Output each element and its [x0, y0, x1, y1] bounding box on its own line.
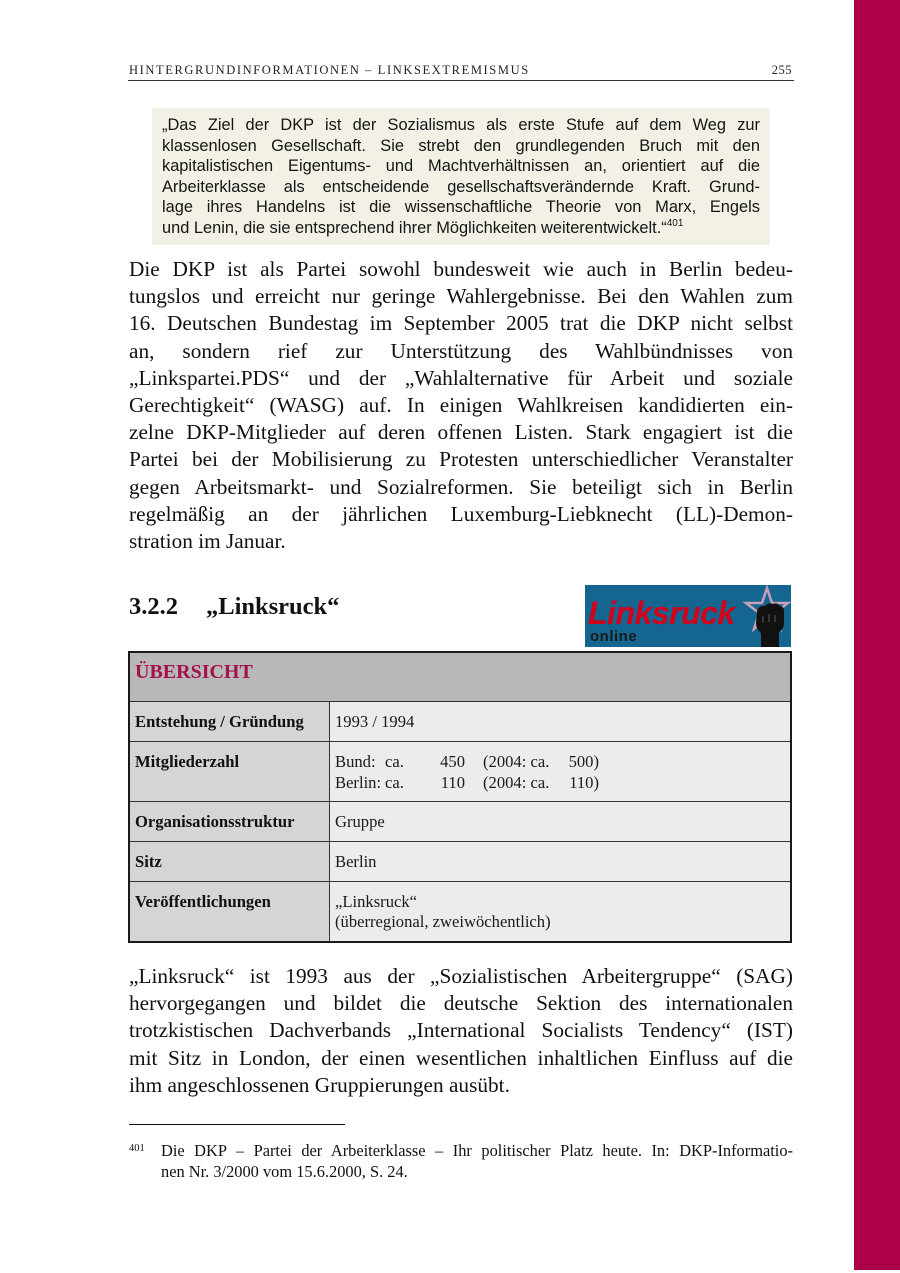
quote-line: kapitalistischen Eigentums- und Machtverhältnissen an, orientiert auf die	[162, 157, 760, 176]
paragraph-line: 16. Deutschen Bundestag im September 2005 trat die DKP nicht selbst	[129, 311, 793, 336]
chapter-color-bar	[854, 0, 900, 1270]
quote-line-text: und Lenin, die sie entsprechend ihrer Möglichkeiten weiterentwickelt.“	[162, 218, 667, 237]
row-label: Organisationsstruktur	[129, 802, 330, 842]
members-prev-label: (2004: ca.	[483, 752, 550, 771]
linksruck-logo	[585, 585, 791, 647]
paragraph-line: gegen Arbeitsmarkt- und Sozialreformen. Sie beteiligt sich in Berlin	[129, 474, 793, 499]
footnote-number: 401	[129, 1143, 145, 1154]
footnote-line: Die DKP – Partei der Arbeiterklasse – Ihr politischer Platz heute. In: DKP-Informatio-	[161, 1141, 793, 1160]
footnote-text	[161, 1141, 793, 1182]
quote-line: „Das Ziel der DKP ist der Sozialismus als erste Stufe auf dem Weg zur	[162, 116, 760, 134]
paragraph-line: mit Sitz in London, der einen wesentlichen inhaltlichen Einfluss auf die	[129, 1045, 793, 1070]
members-approx: ca.	[385, 772, 404, 792]
members-count: 110	[440, 772, 465, 792]
members-prev-label: (2004: ca.	[483, 772, 550, 792]
paragraph-line: Die DKP ist als Partei sowohl bundesweit wie auch in Berlin bedeu-	[129, 257, 793, 281]
section-title: „Linksruck“	[206, 593, 340, 620]
row-value: 1993 / 1994	[330, 702, 792, 742]
logo-subtitle: online	[590, 628, 638, 645]
section-number: 3.2.2	[129, 593, 178, 620]
logo-wordmark: Linksruck	[588, 595, 735, 631]
publication-detail: (überregional, zweiwöchentlich)	[335, 912, 551, 931]
quote-line: lage ihres Handelns ist die wissenschaftliche Theorie von Marx, Engels	[162, 198, 760, 217]
row-label: Veröffentlichungen	[129, 882, 330, 942]
table-row	[129, 842, 791, 882]
members-value	[330, 742, 792, 802]
footnote-reference[interactable]: 401	[666, 217, 684, 229]
footnote-divider	[129, 1124, 345, 1125]
publication-name: „Linksruck“	[335, 892, 418, 911]
fist-star-icon	[733, 585, 791, 647]
members-approx: ca.	[385, 752, 404, 771]
paragraph-line: trotzkistischen Dachverbands „International Socialists Tendency“ (IST)	[129, 1018, 793, 1043]
members-grid	[335, 752, 785, 793]
row-value: Berlin	[330, 842, 792, 882]
members-scope: Berlin:	[335, 772, 382, 792]
row-label: Entstehung / Gründung	[129, 702, 330, 742]
row-value	[330, 882, 792, 942]
quote-line: Arbeiterklasse als entscheidende gesellschaftsverändernde Kraft. Grund-	[162, 177, 760, 196]
running-header-title: HINTERGRUNDINFORMATIONEN – LINKSEXTREMISMUS	[129, 63, 530, 77]
paragraph-line: hervorgegangen und bildet die deutsche Sektion des internationalen	[129, 991, 793, 1016]
paragraph-line: Partei bei der Mobilisierung zu Protesten unterschiedlicher Veranstalter	[129, 447, 793, 472]
table-row	[129, 882, 791, 942]
members-prev-count: 500)	[568, 752, 599, 771]
paragraph-line: stration im Januar.	[129, 529, 286, 554]
table-row	[129, 702, 791, 742]
running-header	[128, 62, 794, 81]
paragraph-line: „Linkspartei.PDS“ und der „Wahlalternative für Arbeit und soziale	[129, 365, 793, 390]
quote-line-last	[162, 218, 760, 239]
paragraph-line: zelne DKP-Mitglieder auf deren offenen Listen. Stark engagiert ist die	[129, 420, 793, 445]
page-number: 255	[771, 63, 792, 77]
paragraph-dkp	[129, 256, 793, 555]
paragraph-line: regelmäßig an der jährlichen Luxemburg-Liebknecht (LL)-Demon-	[129, 501, 793, 526]
footnote-line: nen Nr. 3/2000 vom 15.6.2000, S. 24.	[161, 1161, 408, 1181]
paragraph-line: tungslos und erreicht nur geringe Wahlergebnisse. Bei den Wahlen zum	[129, 284, 793, 309]
paragraph-line: Gerechtigkeit“ (WASG) auf. In einigen Wahlkreisen kandidierten ein-	[129, 393, 793, 418]
paragraph-line: „Linksruck“ ist 1993 aus der „Sozialistischen Arbeitergruppe“ (SAG)	[129, 964, 793, 988]
members-scope: Bund:	[335, 752, 376, 771]
footnote	[129, 1141, 793, 1182]
overview-heading: ÜBERSICHT	[129, 652, 791, 702]
paragraph-line: an, sondern rief zur Unterstützung des Wahlbündnisses von	[129, 338, 793, 363]
quote-box	[152, 108, 770, 245]
paragraph-linksruck	[129, 963, 793, 1099]
table-row	[129, 742, 791, 802]
overview-table	[128, 651, 792, 943]
table-row	[129, 802, 791, 842]
paragraph-line: ihm angeschlossenen Gruppierungen ausübt.	[129, 1072, 510, 1097]
members-prev-count: 110)	[569, 772, 599, 792]
members-count: 450	[440, 752, 465, 771]
row-value: Gruppe	[330, 802, 792, 842]
row-label: Mitgliederzahl	[129, 742, 330, 802]
section-heading	[129, 593, 339, 621]
quote-line: klassenlosen Gesellschaft. Sie strebt den grundlegenden Bruch mit den	[162, 136, 760, 155]
row-label: Sitz	[129, 842, 330, 882]
